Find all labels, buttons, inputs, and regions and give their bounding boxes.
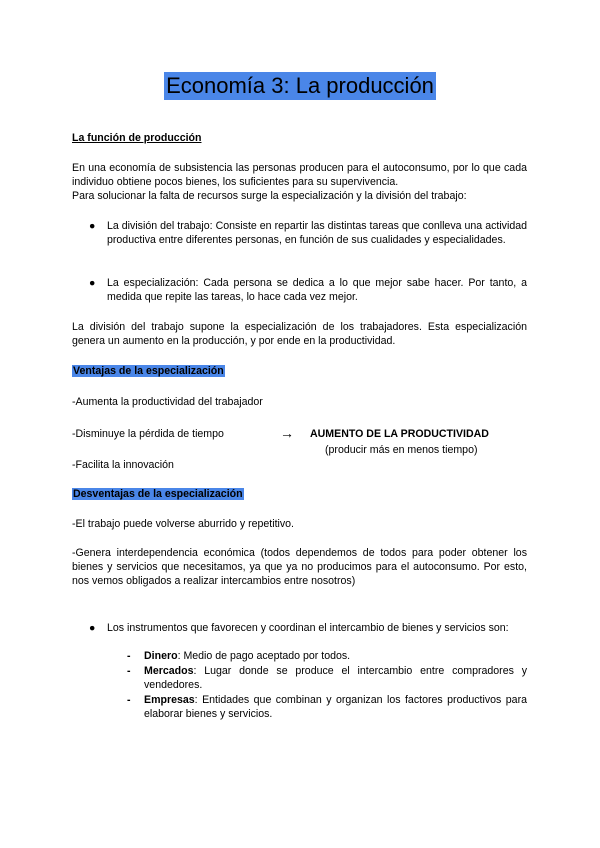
bullet-especializacion: La especialización: Cada persona se dedica a lo que mejor sabe hacer. Por tanto, a medida que repite las tareas, lo hace cada vez mejor. [107,277,527,304]
bullet-icon: ● [89,622,96,634]
desventaja-item: -Genera interdependencia económica (todos dependemos de todos para poder obtener los bienes y servicios que necesitamos, ya que ya no producimos para el autoconsumo. Por esto, nos vemos obligados a realizar intercambios entre nosotros) [72,547,527,588]
paragraph-falta-recursos: Para solucionar la falta de recursos surge la especialización y la división del trabajo: [72,190,467,202]
instrumento-dinero [144,649,527,663]
arrow-right-icon: → [280,425,294,441]
bullet-icon: ● [89,220,96,232]
dash-icon: - [127,665,131,677]
instrumento-term: Mercados [144,665,194,677]
dash-icon: - [127,694,131,706]
page-title: Economía 3: La producción [166,73,434,98]
dash-icon: - [127,650,131,662]
desventajas-heading-text: Desventajas de la especialización [73,488,243,500]
instrumento-desc: : Lugar donde se produce el intercambio entre compradores y vendedores. [144,665,527,692]
ventaja-item: -Aumenta la productividad del trabajador [72,396,263,408]
paragraph-division-supone: La división del trabajo supone la especialización de los trabajadores. Esta especialización genera un aumento en la producción, y por ende en la productividad. [72,321,527,348]
ventaja-item: -Facilita la innovación [72,459,174,471]
ventaja-item: -Disminuye la pérdida de tiempo [72,428,224,440]
instrumento-term: Dinero [144,650,178,662]
instrumento-mercados [144,664,527,692]
section-heading-ventajas [72,364,225,378]
section-heading-desventajas [72,487,244,501]
instrumento-desc: : Medio de pago aceptado por todos. [177,650,351,662]
result-note: (producir más en menos tiempo) [325,444,478,456]
desventaja-item: -El trabajo puede volverse aburrido y repetitivo. [72,518,294,530]
ventajas-heading-text: Ventajas de la especialización [73,365,224,377]
bullet-icon: ● [89,277,96,289]
section-heading-produccion [72,131,201,145]
instrumento-term: Empresas [144,694,195,706]
paragraph-subsistencia: En una economía de subsistencia las personas producen para el autoconsumo, por lo que cada individuo obtiene pocos bienes, los suficientes para su supervivencia. [72,162,527,189]
bullet-division-trabajo: La división del trabajo: Consiste en repartir las distintas tareas que conlleva una actividad productiva entre diferentes personas, en función de sus cualidades y especialidades. [107,220,527,247]
instrumento-desc: : Entidades que combinan y organizan los factores productivos para elaborar bienes y servicios. [144,694,527,721]
instrumentos-intro: Los instrumentos que favorecen y coordinan el intercambio de bienes y servicios son: [107,622,509,634]
title-wrapper [0,72,600,100]
result-aumento: AUMENTO DE LA PRODUCTIVIDAD [310,428,489,440]
section-heading-text: La función de producción [72,132,202,144]
instrumento-empresas [144,693,527,721]
